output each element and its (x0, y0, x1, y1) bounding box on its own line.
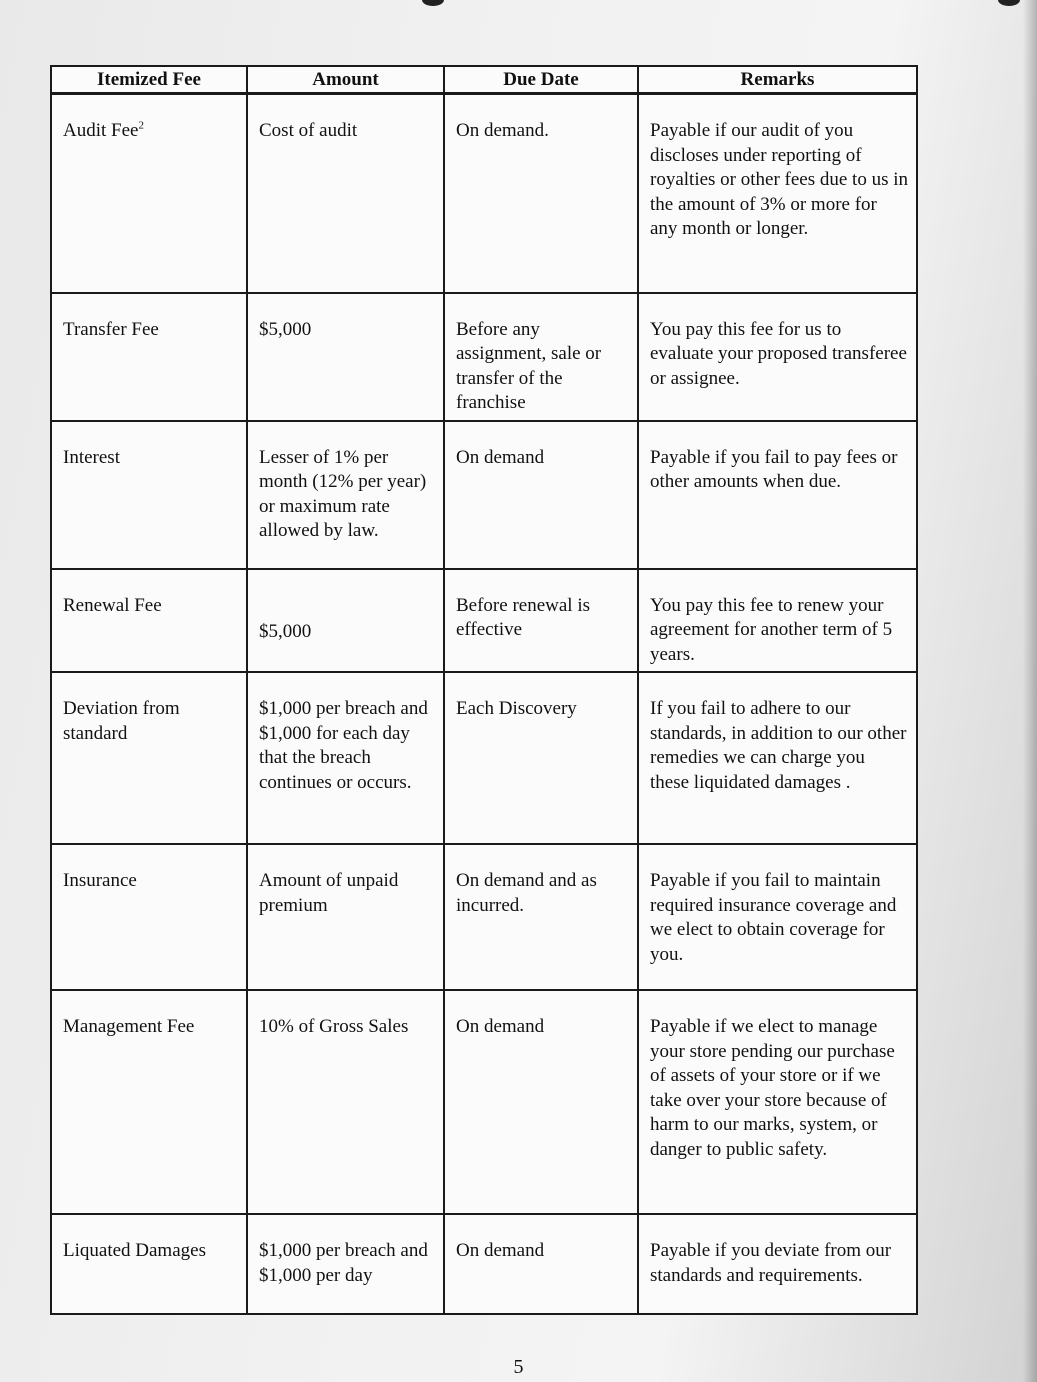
fee-cell: Transfer Fee (51, 293, 247, 421)
header-itemized-fee: Itemized Fee (51, 66, 247, 94)
amount-cell: Amount of unpaid premium (247, 844, 444, 990)
amount-cell: Cost of audit (247, 94, 444, 293)
table-row (51, 990, 917, 1214)
fee-cell: Renewal Fee (51, 569, 247, 673)
remarks-cell: You pay this fee for us to evaluate your proposed transferee or assignee. (638, 293, 917, 421)
due-date-cell: On demand. (444, 94, 638, 293)
fee-cell: Management Fee (51, 990, 247, 1214)
due-date-cell: Before any assignment, sale or transfer of the franchise (444, 293, 638, 421)
amount-cell: $5,000 (247, 293, 444, 421)
remarks-cell: Payable if you deviate from our standards and requirements. (638, 1214, 917, 1314)
due-date-cell: On demand and as incurred. (444, 844, 638, 990)
header-amount: Amount (247, 66, 444, 94)
page-number: 5 (513, 1356, 524, 1378)
remarks-cell: If you fail to adhere to our standards, in addition to our other remedies we can charge you these liquidated damages . (638, 672, 917, 844)
due-date-cell: On demand (444, 1214, 638, 1314)
fee-cell: Interest (51, 421, 247, 569)
table-row (51, 94, 917, 293)
header-remarks: Remarks (638, 66, 917, 94)
fee-cell: Insurance (51, 844, 247, 990)
remarks-cell: You pay this fee to renew your agreement for another term of 5 years. (638, 569, 917, 673)
table-row (51, 844, 917, 990)
remarks-cell: Payable if our audit of you discloses under reporting of royalties or other fees due to us in the amount of 3% or more for any month or longer. (638, 94, 917, 293)
fee-cell: Deviation from standard (51, 672, 247, 844)
amount-cell: Lesser of 1% per month (12% per year) or maximum rate allowed by law. (247, 421, 444, 569)
amount-cell: 10% of Gross Sales (247, 990, 444, 1214)
due-date-cell: Before renewal is effective (444, 569, 638, 673)
table-row (51, 1214, 917, 1314)
table-header-row (51, 66, 917, 94)
header-due-date: Due Date (444, 66, 638, 94)
remarks-cell: Payable if you fail to maintain required insurance coverage and we elect to obtain coverage for you. (638, 844, 917, 990)
due-date-cell: On demand (444, 421, 638, 569)
amount-cell: $5,000 (247, 569, 444, 673)
footnote-marker: 2 (138, 119, 144, 132)
page-top-shadow (420, 0, 1020, 8)
fee-cell: Liquated Damages (51, 1214, 247, 1314)
table-row (51, 421, 917, 569)
due-date-cell: On demand (444, 990, 638, 1214)
table-row (51, 672, 917, 844)
remarks-cell: Payable if we elect to manage your store pending our purchase of assets of your store or if we take over your store because of harm to our marks, system, or danger to public safety. (638, 990, 917, 1214)
table-row (51, 293, 917, 421)
fee-table (50, 65, 918, 1315)
amount-cell: $1,000 per breach and $1,000 per day (247, 1214, 444, 1314)
table-row (51, 569, 917, 673)
amount-cell: $1,000 per breach and $1,000 for each day that the breach continues or occurs. (247, 672, 444, 844)
due-date-cell: Each Discovery (444, 672, 638, 844)
page-edge-shadow (1023, 0, 1037, 1382)
fee-cell: Audit Fee$^2$ (51, 94, 247, 293)
remarks-cell: Payable if you fail to pay fees or other amounts when due. (638, 421, 917, 569)
